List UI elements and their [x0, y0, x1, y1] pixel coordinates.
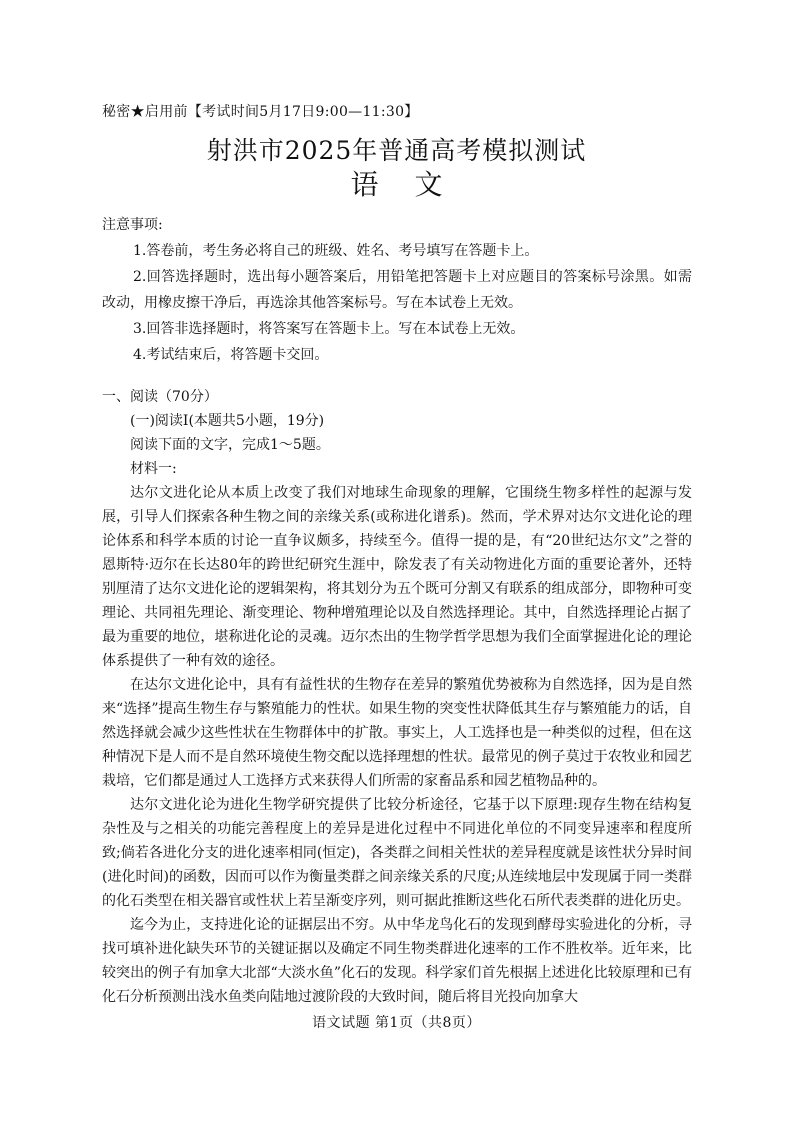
paragraph: 达尔文进化论从本质上改变了我们对地球生命现象的理解，它围绕生物多样性的起源与发展，引导人们探索各种生物之间的亲缘关系(或称进化谱系)。然而，学术界对达尔文进化论的理论体系和科学本质的讨论一直争议颇多，持续至今。值得一提的是，有“20世纪达尔文”之誉的恩斯特·迈尔在长达80年的跨世纪研究生涯中，除发表了有关动物进化方面的重要论著外，还特别厘清了达尔文进化论的逻辑架构，将其划分为五个既可分割又有联系的组成部分，即物种可变理论、共同祖先理论、渐变理论、物种增殖理论以及自然选择理论。其中，自然选择理论占据了最为重要的地位，堪称进化论的灵魂。迈尔杰出的生物学哲学思想为我们全面掌握进化论的理论体系提供了一种有效的途径。: [102, 485, 692, 669]
notice-item: 2.回答选择题时，选出每小题答案后，用铅笔把答题卡上对应题目的答案标号涂黑。如需改动，用橡皮擦干净后，再选涂其他答案标号。写在本试卷上无效。: [102, 269, 692, 311]
instruction: 阅读下面的文字，完成1～5题。: [130, 437, 330, 453]
secret-line: 秘密★启用前【考试时间5月17日9:00—11:30】: [102, 104, 419, 120]
notice-item: 4.考试结束后，将答题卡交回。: [133, 347, 329, 363]
material-label: 材料一:: [130, 461, 177, 477]
subject-title: 语文: [350, 168, 479, 201]
paragraph: 在达尔文进化论中，具有有益性状的生物存在差异的繁殖优势被称为自然选择，因为是自然来“选择”提高生物生存与繁殖能力的性状。如果生物的突变性状降低其生存与繁殖能力的话，自然选择就会减少这些性状在生物群体中的扩散。事实上，人工选择也是一种类似的过程，但在这种情况下是人而不是自然环境使生物交配以选择理想的性状。最常见的例子莫过于农牧业和园艺栽培，它们都是通过人工选择方式来获得人们所需的家畜品系和园艺植物品种的。: [102, 677, 692, 789]
notice-heading: 注意事项:: [102, 217, 163, 233]
reading-body: [102, 409, 692, 1009]
exam-title: 射洪市2025年普通高考模拟测试: [206, 136, 587, 165]
paragraph: 迄今为止，支持进化论的证据层出不穷。从中华龙鸟化石的发现到酵母实验进化的分析，寻找可填补进化缺失环节的关键证据以及确定不同生物类群进化速率的工作不胜枚举。近年来，比较突出的例子有加拿大北部“大淡水鱼”化石的发现。科学家们首先根据上述进化比较原理和已有化石分析预测出浅水鱼类向陆地过渡阶段的大致时间，随后将目光投向加拿大: [102, 917, 692, 1005]
sub-heading: (一)阅读Ⅰ(本题共5小题，19分): [130, 413, 325, 429]
notice-list: [102, 238, 692, 368]
notice-item: 3.回答非选择题时，将答案写在答题卡上。写在本试卷上无效。: [133, 321, 525, 337]
paragraph: 达尔文进化论为进化生物学研究提供了比较分析途径，它基于以下原理:现存生物在结构复杂性及与之相关的功能完善程度上的差异是进化过程中不同进化单位的不同变异速率和程度所致;倘若各进化分支的进化速率相同(恒定)，各类群之间相关性状的差异程度就是该性状分异时间(进化时间)的函数，因而可以作为衡量类群之间亲缘关系的尺度;从连续地层中发现属于同一类群的化石类型在相关器官或性状上若呈渐变序列，则可据此推断这些化石所代表类群的进化历史。: [102, 797, 692, 909]
notice-item: 1.答卷前，考生务必将自己的班级、姓名、考号填写在答题卡上。: [133, 243, 539, 259]
section-heading: 一、阅读（70分）: [102, 389, 218, 405]
page-footer: 语文试题 第1页（共8页）: [312, 1015, 481, 1031]
